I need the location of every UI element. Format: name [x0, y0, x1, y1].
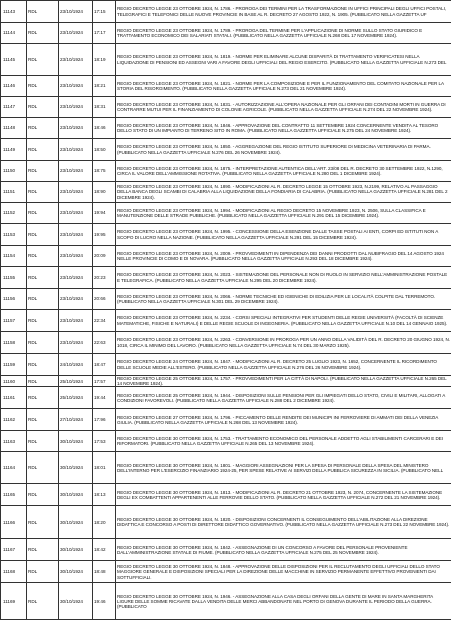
table-row — [1, 409, 451, 431]
act-description: REGIO DECRETO LEGGE 23 OTTOBRE 1924, N. 2023. - SISTEMAZIONE DEL PERSONALE NON DI RUOLO IN SERVIZIO NELL'AMMINISTRAZIONE POSTALE E TELEGRAFICA. (PUBBLICATO NELLA GAZZETTA UFFICIALE N.295 DEL 20 DICEMBRE 1924). — [116, 267, 451, 289]
act-type: RDL — [27, 97, 59, 118]
table-row — [1, 161, 451, 182]
act-date: 23/10/1924 — [59, 97, 93, 118]
act-type: RDL — [27, 376, 59, 387]
table-row — [1, 203, 451, 224]
act-type: RDL — [27, 182, 59, 203]
record-number: 11152 — [1, 203, 27, 224]
act-date: 23/10/1924 — [59, 161, 93, 182]
record-number: 11147 — [1, 97, 27, 118]
act-date: 30/10/1924 — [59, 484, 93, 506]
act-type: RDL — [27, 289, 59, 310]
record-number: 11167 — [1, 539, 27, 561]
act-code: 19:44 — [93, 387, 116, 409]
act-date: 23/10/1924 — [59, 118, 93, 139]
table-row — [1, 387, 451, 409]
act-type: RDL — [27, 409, 59, 431]
record-number: 11165 — [1, 484, 27, 506]
record-number: 11149 — [1, 139, 27, 161]
act-description: REGIO DECRETO LEGGE 23 OTTOBRE 1924, N. 2263. - CONVERSIONE IN PROROGA PER UN ANNO DELLA VALIDITÀ DEL R. DECRETO 20 GIUGNO 1924, N. 1018, CIRCA IL MINIMO DEL LAVORO. (PUBBLICATO NELLA GAZZETTA UFFICIALE N.74 DEL 30 MARZO 1925). — [116, 332, 451, 354]
act-type: RDL — [27, 539, 59, 561]
record-number: 11164 — [1, 452, 27, 484]
table-row — [1, 139, 451, 161]
act-code: 18:01 — [93, 452, 116, 484]
act-description: REGIO DECRETO LEGGE 30 OTTOBRE 1924, N. 1848. - APPROVAZIONE DELLE DISPOSIZIONI PER IL RECLUTAMENTO DEGLI UFFICIALI DELLO STATO MAGGIORE GENERALE E DISPOSIZIONI SPECIALI PER LA DIREZIONE DELLE MACCHINE IN SERVIZIO PERMANENTE EFFETTIVO PROVENIENTI DAI SOTTUFFICIALI. — [116, 561, 451, 583]
act-description: REGIO DECRETO LEGGE 27 OTTOBRE 1924, N. 1796. - PICCAMENTO DELLE RENDITE DEI MUNICIPI INI FERROVIERE DI AMMATI DEI DELLA VENEZIA GIULIA. (PUBBLICATO NELLA GAZZETTA UFFICIALE N.268 DEL 13 NOVEMBRE 1924). — [116, 409, 451, 431]
act-description: REGIO DECRETO LEGGE 23 OTTOBRE 1924, N. 2009. - PROVVEDIMENTI IN DIPENDENZA DEI DANNI PRODOTTI DAL NUBIFRAGIO DEL 14 AGOSTO 1924 NELLE PROVINCIE DI COMO E DI NOVARA. (PUBBLICATO NELLA GAZZETTA UFFICIALE N.293 DEL 18 DICEMBRE 1924). — [116, 246, 451, 267]
act-type: RDL — [27, 583, 59, 620]
table-row — [1, 246, 451, 267]
table-row — [1, 289, 451, 310]
act-code: 18:75 — [93, 161, 116, 182]
table-row — [1, 23, 451, 44]
act-date: 30/10/1924 — [59, 583, 93, 620]
record-number: 11157 — [1, 310, 27, 332]
act-description: REGIO DECRETO LEGGE 24 OTTOBRE 1924, N. 1847. - MODIFICAZIONI AL R. DECRETO 25 LUGLIO 1923, N. 1652, CONCERNENTE IL RICORDIMENTO DELLE SCUOLE MEDIE ALL'ESTERO. (PUBBLICATO NELLA GAZZETTA UFFICIALE N.276 DEL 26 NOVEMBRE 1924). — [116, 354, 451, 376]
act-type: RDL — [27, 484, 59, 506]
act-date: 30/10/1924 — [59, 506, 93, 539]
act-description: REGIO DECRETO LEGGE 23 OTTOBRE 1924, N. 1821. - NORME PER LA COMPOSIZIONE E PER IL FUNZIONAMENTO DEL COMITATO NAZIONALE PER LA STORIA DEL RISORGIMENTO. (PUBBLICATO NELLA GAZZETTA UFFICIALE N.273 DEL 21 NOVEMBRE 1924). — [116, 76, 451, 97]
act-description: REGIO DECRETO LEGGE 25 OTTOBRE 1924, N. 1944. - DISPOSIZIONI SULLE PENSIONI PER GLI IMPIEGATI DELLO STATO, CIVILI E MILITARI, ALLOGATI A CONDIZIONI FAVOREVOLI. (PUBBLICATO NELLA GAZZETTA UFFICIALE N.288 DEL 2 DICEMBRE 1924). — [116, 387, 451, 409]
act-code: 22:34 — [93, 310, 116, 332]
act-description: REGIO DECRETO LEGGE 30 OTTOBRE 1924, N. 1946. - ASSEGNAZIONE ALLA CASA DEGLI ORFANI DELLA GENTE DI MARE IN SANTA MARGHERITA LIGURE DELLE SOMME RICAVATE DALLA VENDITA DELLE MERCI ABBANDONATE NEL PORTO DI GENOVA DURANTE IL PERIODO DELLA GUERRA. (PUBBLICATO — [116, 583, 451, 620]
act-type: RDL — [27, 267, 59, 289]
act-type: RDL — [27, 310, 59, 332]
record-number: 11166 — [1, 506, 27, 539]
record-number: 11162 — [1, 409, 27, 431]
record-number: 11154 — [1, 246, 27, 267]
act-type: RDL — [27, 1, 59, 23]
table-row — [1, 583, 451, 620]
act-description: REGIO DECRETO LEGGE 30 OTTOBRE 1924, N. 1801. - MAGGIORI ASSEGNAZIONI PER LA SPESA DI PERSONALE DELLA SPESA DEL MINISTERO DELL'INTERNO PER L'ESERCIZIO FINANZIARIO 1924-25, PER SPESE RELATIVE AI SERVIZI DELLA PUBBLICA SICUREZZA IN SICILIA. (PUBBLICATO NELL — [116, 452, 451, 484]
act-type: RDL — [27, 139, 59, 161]
act-code: 20:66 — [93, 289, 116, 310]
table-row — [1, 561, 451, 583]
act-code: 18:21 — [93, 76, 116, 97]
table-row — [1, 76, 451, 97]
act-type: RDL — [27, 452, 59, 484]
table-row — [1, 354, 451, 376]
act-type: RDL — [27, 387, 59, 409]
table-row — [1, 484, 451, 506]
act-code: 19:94 — [93, 203, 116, 224]
act-date: 23/10/1924 — [59, 203, 93, 224]
record-number: 11160 — [1, 376, 27, 387]
act-description: REGIO DECRETO LEGGE 23 OTTOBRE 1924, N. 1786. - PROROGA DEI TERMINI PER LA TRASFORMAZIONE IN UFFICI PRINCIPALI DEGLI UFFICI POSTALI, TELEGRAFICI E TELEFONICI DELLE NUOVE PROVINCIE IN BASE AL R. DECRETO 27 AGOSTO 1922, N. 1905. (PUBBLICATO NELLA GAZZETTA UF — [116, 1, 451, 23]
record-number: 11151 — [1, 182, 27, 203]
act-description: REGIO DECRETO LEGGE 23 OTTOBRE 1924, N. 2066. - NORME TECNICHE ED IGIENICHE DI EDILIZIA PER LE LOCALITÀ COLPITE DAL TERREMOTO. (PUBBLICATO NELLA GAZZETTA UFFICIALE N.301 DEL 29 DICEMBRE 1924). — [116, 289, 451, 310]
act-date: 30/10/1924 — [59, 561, 93, 583]
record-number: 11143 — [1, 1, 27, 23]
record-number: 11169 — [1, 583, 27, 620]
act-code: 18:90 — [93, 182, 116, 203]
act-code: 18:31 — [93, 97, 116, 118]
act-date: 24/10/1924 — [59, 354, 93, 376]
act-description: REGIO DECRETO LEGGE 23 OTTOBRE 1924, N. 1995. - CONCESSIONE DELLA ESENZIONE DALLE TASSE POSTALI AI ENTI, CORPI ED ISTITUTI NON A SCOPO DI LUCRO NELLA NAZIONE. (PUBBLICATO NELLA GAZZETTA UFFICIALE N.291 DEL 15 DICEMBRE 1924). — [116, 224, 451, 246]
act-date: 27/10/1924 — [59, 409, 93, 431]
decree-rows — [1, 1, 451, 620]
act-date: 30/10/1924 — [59, 431, 93, 452]
act-description: REGIO DECRETO LEGGE 23 OTTOBRE 1924, N. 1789. - PROROGA DEL TERMINE PER L'APPLICAZIONE DI NORME SULLO STATO GIURIDICO E TRATTAMENTO ECONOMICO DEI SALARIATI STATALI. (PUBBLICATO NELLA GAZZETTA UFFICIALE N.268 DEL 17 NOVEMBRE 1924). — [116, 23, 451, 44]
act-date: 30/10/1924 — [59, 452, 93, 484]
act-description: REGIO DECRETO LEGGE 23 OTTOBRE 1924, N. 1846. - APPROVAZIONE DEL CONTRATTO 11 SETTEMBRE 1924 CONCERNENTE VENDITA AL TESORO DELLO STATO DI UN IMPIANTO DI TERRENO SITO IN ROMA. (PUBBLICATO NELLA GAZZETTA UFFICIALE N.275 DEL 24 NOVEMBRE 1924). — [116, 118, 451, 139]
act-date: 23/10/1924 — [59, 1, 93, 23]
act-date: 23/10/1924 — [59, 224, 93, 246]
act-date: 23/10/1924 — [59, 139, 93, 161]
act-date: 23/10/1924 — [59, 310, 93, 332]
act-type: RDL — [27, 224, 59, 246]
act-type: RDL — [27, 354, 59, 376]
table-row — [1, 332, 451, 354]
table-row — [1, 97, 451, 118]
record-number: 11161 — [1, 387, 27, 409]
record-number: 11148 — [1, 118, 27, 139]
act-code: 18:48 — [93, 561, 116, 583]
act-code: 18:13 — [93, 484, 116, 506]
act-code: 22:63 — [93, 332, 116, 354]
table-row — [1, 1, 451, 23]
act-code: 18:47 — [93, 354, 116, 376]
record-number: 11146 — [1, 76, 27, 97]
table-row — [1, 224, 451, 246]
act-description: REGIO DECRETO LEGGE 23 OTTOBRE 1924, N. 1875. - INTERPRETAZIONE AUTENTICA DELL'ART. 23/08 DEL R. DECRETO 30 SETTEMBRE 1922, N.1290, CIRCA IL VALORE DELL'AMMISSIONE ROTATIVA. (PUBBLICATO NELLA GAZZETTA UFFICIALE N.280 DEL 1 DICEMBRE 1924). — [116, 161, 451, 182]
act-code: 18:20 — [93, 506, 116, 539]
act-code: 20:09 — [93, 246, 116, 267]
record-number: 11168 — [1, 561, 27, 583]
act-date: 23/10/1924 — [59, 289, 93, 310]
table-row — [1, 452, 451, 484]
table-row — [1, 182, 451, 203]
record-number: 11153 — [1, 224, 27, 246]
record-number: 11155 — [1, 267, 27, 289]
act-type: RDL — [27, 203, 59, 224]
act-code: 17:57 — [93, 376, 116, 387]
table-row — [1, 376, 451, 387]
act-code: 19:46 — [93, 583, 116, 620]
act-description: REGIO DECRETO LEGGE 23 OTTOBRE 1924, N. 1831. - AUTORIZZAZIONE ALL'OPERA NAZIONALE PER GLI ORFANI DEI CONTADINI MORTI IN GUERRA DI CONTRARRE MUTUI PER IL FINANZIAMENTO DI COLONIE AGRICOLE. (PUBBLICATO NELLA GAZZETTA UFFICIALE N.274 DEL 22 NOVEMBRE 1924). — [116, 97, 451, 118]
act-description: REGIO DECRETO LEGGE 23 OTTOBRE 1924, N. 1890. - MODIFICAZIONI AL R. DECRETO LEGGE 15 OTTOBRE 1923, N.2199, RELATIVO AL PASSAGGIO DELLA BANCA DEGLI SCAMBI DI CALABRIA ALLA LIQUIDAZIONE DELLA FONDIARIA DI CALABRIA. (PUBBLICATO NELLA GAZZETTA UFFICIALE N.281 DEL 2 DICEMBRE 1924). — [116, 182, 451, 203]
act-type: RDL — [27, 118, 59, 139]
act-type: RDL — [27, 561, 59, 583]
act-description: REGIO DECRETO LEGGE 23 OTTOBRE 1924, N. 1994. - MODIFICAZIONI AL REGIO DECRETO 15 NOVEMBRE 1923, N. 2506, SULLA CLASSIFICA E MANUTENZIONE DELLE STRADE PUBBLICHE. (PUBBLICATO NELLA GAZZETTA UFFICIALE N.291 DEL 15 DICEMBRE 1924). — [116, 203, 451, 224]
table-row — [1, 118, 451, 139]
table-row — [1, 310, 451, 332]
record-number: 11156 — [1, 289, 27, 310]
table-row — [1, 506, 451, 539]
act-type: RDL — [27, 431, 59, 452]
act-code: 18:50 — [93, 139, 116, 161]
act-code: 19:95 — [93, 224, 116, 246]
act-date: 23/10/1924 — [59, 76, 93, 97]
table-row — [1, 44, 451, 76]
act-type: RDL — [27, 44, 59, 76]
act-description: REGIO DECRETO LEGGE 30 OTTOBRE 1924, N. 1820. - DISPOSIZIONI CONCERNENTI IL CONSEGUIMENTO DELL'ABILITAZIONE ALLA DIREZIONE DIDATTICA E CONCORSO A POSTI DI DIRETTORE DIDATTICO GOVERNATIVO. (PUBBLICATO NELLA GAZZETTA UFFICIALE N.273 DEL 22 NOVEMBRE 1924). — [116, 506, 451, 539]
record-number: 11159 — [1, 354, 27, 376]
table-row — [1, 539, 451, 561]
act-date: 23/10/1924 — [59, 44, 93, 76]
act-code: 17:96 — [93, 409, 116, 431]
table-row — [1, 267, 451, 289]
act-code: 17:17 — [93, 23, 116, 44]
act-code: 18:46 — [93, 118, 116, 139]
act-code: 20:23 — [93, 267, 116, 289]
act-code: 17:15 — [93, 1, 116, 23]
act-date: 30/10/1924 — [59, 539, 93, 561]
act-description: REGIO DECRETO LEGGE 23 OTTOBRE 1924, N. 1819. - NORME PER ELIMINARE ALCUNE DISPARITÀ DI TRATTAMENTO VERIFICATESI NELLA LIQUIDAZIONE DI PENSIONI ED ASSEGNI VARI A FAVORE DEGLI UFFICIALI DEL REGIO ESERCITO. (PUBBLICATO NELLA GAZZETTA UFFICIALE N.273 DEL — [116, 44, 451, 76]
act-description: REGIO DECRETO LEGGE 30 OTTOBRE 1924, N. 1753. - TRATTAMENTO ECONOMICO DEL PERSONALE ADDETTO AGLI STABILIMENTI CARCERARI E DEI RIFORMATORI. (PUBBLICATO NELLA GAZZETTA UFFICIALE N.265 DEL 13 NOVEMBRE 1924). — [116, 431, 451, 452]
act-type: RDL — [27, 76, 59, 97]
record-number: 11150 — [1, 161, 27, 182]
act-code: 18:42 — [93, 539, 116, 561]
act-description: REGIO DECRETO LEGGE 30 OTTOBRE 1924, N. 1813. - MODIFICAZIONI AL R. DECRETO 21 OTTOBRE 1923, N. 2074, CONCERNENTE LA SISTEMAZIONE DEGLI EX COMBATTENTI APPARTENENTI ALLE FERROVIE DELLO STATO. (PUBBLICATO NELLA GAZZETTA UFFICIALE N.272 DEL 21 NOVEMBRE 1924). — [116, 484, 451, 506]
act-date: 23/10/1924 — [59, 246, 93, 267]
record-number: 11145 — [1, 44, 27, 76]
act-description: REGIO DECRETO LEGGE 25 OTTOBRE 1924, N. 1757. - PROVVEDIMENTI PER LA CITTÀ DI NAPOLI. (PUBBLICATO NELLA GAZZETTA UFFICIALE N.265 DEL 14 NOVEMBRE 1924). — [116, 376, 451, 387]
act-description: REGIO DECRETO LEGGE 23 OTTOBRE 1924, N. 2234. - CORSI SPECIALI INTEGRATIVI PER STUDENTI DELLE REGIE UNIVERSITÀ (FACOLTÀ DI SCIENZE MATEMATICHE, FISICHE E NATURALI) E DELLE REGIE SCUOLE DI INGEGNERIA. (PUBBLICATO NELLA GAZZETTA UFFICIALE N.10 DEL 14 GENNAIO 1925). — [116, 310, 451, 332]
act-date: 23/10/1924 — [59, 182, 93, 203]
act-date: 23/10/1924 — [59, 332, 93, 354]
act-type: RDL — [27, 161, 59, 182]
table-row — [1, 431, 451, 452]
act-date: 25/10/1924 — [59, 376, 93, 387]
act-type: RDL — [27, 506, 59, 539]
act-type: RDL — [27, 246, 59, 267]
act-date: 23/10/1924 — [59, 267, 93, 289]
act-type: RDL — [27, 23, 59, 44]
act-code: 18:19 — [93, 44, 116, 76]
record-number: 11158 — [1, 332, 27, 354]
act-type: RDL — [27, 332, 59, 354]
act-date: 25/10/1924 — [59, 387, 93, 409]
act-date: 23/10/1924 — [59, 23, 93, 44]
act-description: REGIO DECRETO LEGGE 23 OTTOBRE 1924, N. 1850. - AGGREGAZIONE DEL REGIO ISTITUTO SUPERIORE DI MEDICINA VETERINARIA DI PARMA. (PUBBLICATO NELLA GAZZETTA UFFICIALE N.276 DEL 26 NOVEMBRE 1924). — [116, 139, 451, 161]
record-number: 11163 — [1, 431, 27, 452]
act-description: REGIO DECRETO LEGGE 30 OTTOBRE 1924, N. 1842. - ASSEGNAZIONE DI UN CONCORSO A FAVORE DEL PERSONALE PROVENIENTE DALL'AMMINISTRAZIONE STATALE DI FIUME. (PUBBLICATO NELLA GAZZETTA UFFICIALE N.275 DEL 25 NOVEMBRE 1924). — [116, 539, 451, 561]
act-code: 17:53 — [93, 431, 116, 452]
record-number: 11144 — [1, 23, 27, 44]
